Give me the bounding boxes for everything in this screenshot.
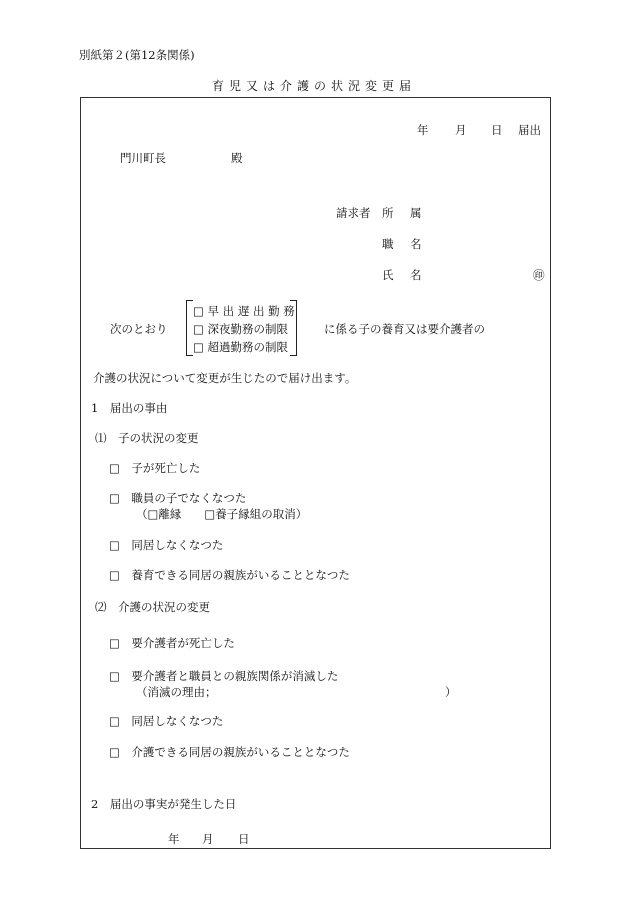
child-item-not-cohabiting[interactable]: □ 同居しなくなつた <box>109 538 224 552</box>
care-item-not-cohabiting[interactable]: □ 同居しなくなつた <box>109 714 224 728</box>
intro-line-2: 介護の状況について変更が生じたので届け出ます。 <box>93 371 357 385</box>
care-item-reason-open[interactable]: （消滅の理由； <box>136 685 217 699</box>
occurrence-day-label: 日 <box>238 832 250 846</box>
care-item-reason-close: ） <box>445 685 457 699</box>
form-reference: 別紙第２(第12条関係) <box>79 48 195 62</box>
child-status-heading: ⑴ 子の状況の変更 <box>95 431 199 445</box>
child-item-relative-available[interactable]: □ 養育できる同居の親族がいることとなつた <box>109 568 350 582</box>
filed-label: 届出 <box>518 123 541 137</box>
addressee-name: 門川町長 <box>120 151 166 165</box>
section1-heading: 1 届出の事由 <box>91 401 168 415</box>
care-item-deceased[interactable]: □ 要介護者が死亡した <box>109 636 235 650</box>
child-item-reason-options[interactable]: （□離縁 □養子縁組の取消） <box>136 507 308 521</box>
date-day-label: 日 <box>491 123 503 137</box>
intro-suffix: に係る子の養育又は要介護者の <box>324 322 485 336</box>
dept-label-2: 属 <box>410 206 422 220</box>
care-status-heading: ⑵ 介護の状況の変更 <box>95 600 210 614</box>
child-item-deceased[interactable]: □ 子が死亡した <box>109 461 201 475</box>
addressee-honorific: 殿 <box>231 151 243 165</box>
option-early-late-shift[interactable]: □ 早 出 遅 出 勤 務 <box>193 304 295 318</box>
dept-label-1: 所 <box>382 206 394 220</box>
date-month-label: 月 <box>455 123 467 137</box>
left-bracket <box>186 300 193 356</box>
section2-heading: 2 届出の事実が発生した日 <box>91 797 237 811</box>
name-label-1: 氏 <box>382 268 394 282</box>
name-label-2: 名 <box>410 268 422 282</box>
occurrence-year-label: 年 <box>168 832 180 846</box>
child-item-no-longer-child[interactable]: □ 職員の子でなくなつた <box>109 491 247 505</box>
title-label-1: 職 <box>382 237 394 251</box>
requester-label: 請求者 <box>336 206 371 220</box>
date-year-label: 年 <box>417 123 429 137</box>
intro-prefix: 次のとおり <box>110 322 168 336</box>
seal-mark: ㊞ <box>533 268 545 282</box>
care-item-relation-ended[interactable]: □ 要介護者と職員との親族関係が消滅した <box>109 669 339 683</box>
occurrence-month-label: 月 <box>202 832 214 846</box>
title-label-2: 名 <box>410 237 422 251</box>
form-title: 育児又は介護の状況変更届 <box>212 79 417 93</box>
care-item-relative-available[interactable]: □ 介護できる同居の親族がいることとなつた <box>109 745 350 759</box>
option-night-work-limit[interactable]: □ 深夜勤務の制限 <box>193 322 289 336</box>
option-overtime-limit[interactable]: □ 超過勤務の制限 <box>193 340 289 354</box>
